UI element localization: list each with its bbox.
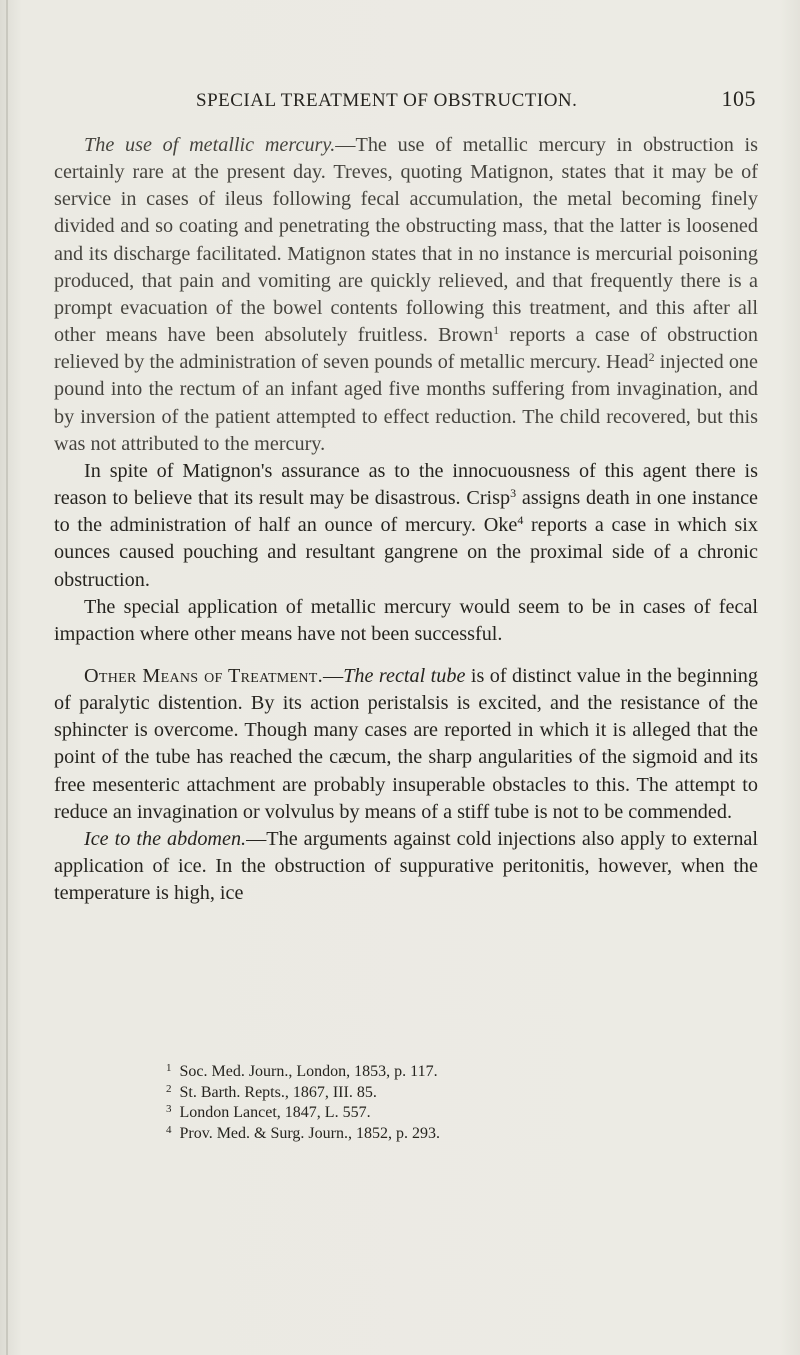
paragraph-disastrous-results: In spite of Matignon's assurance as to the innocuousness of this agent there is reason to believe that its result may be disastrous. Crisp$^3$ assigns death in one instance to the administration of half an ounce of mercury. Oke$^4$ reports a case in which six ounces caused pouching and resultant gangrene on the proximal side of a chronic obstruction. [54, 459, 758, 591]
footnote-ref-1: 1 [493, 323, 500, 338]
footnote-ref-3: 3 [510, 486, 517, 501]
page-body [54, 132, 758, 907]
page-gutter [6, 0, 8, 1355]
paragraph-other-means: Other Means of Treatment.—The rectal tube is of distinct value in the beginning of paralytic distention. By its action peristalsis is excited, and the resistance of the sphincter is overcome. Though many cases are reported in which it is alleged that the point of the tube has reached the cæcum, the sharp angularities of the sigmoid and its free mesenteric attachment are probably insuperable obstacles to this. The attempt to reduce an invagination or volvulus by means of a stiff tube is not to be commended. [54, 664, 758, 823]
footnote-ref-2: 2 [648, 350, 655, 365]
paragraph-special-application: The special application of metallic mercury would seem to be in cases of fecal impaction where other means have not been successful. [54, 595, 758, 645]
header-title: SPECIAL TREATMENT OF OBSTRUCTION. [196, 90, 578, 111]
footnote: $^3$ London Lancet, 1847, L. 557. [166, 1103, 371, 1121]
heading-rectal-tube: The rectal tube [343, 664, 466, 687]
footnote: $^2$ St. Barth. Repts., 1867, III. 85. [166, 1082, 377, 1101]
running-header [196, 86, 756, 116]
heading-ice-abdomen: Ice to the abdomen. [84, 827, 247, 850]
footnote: $^1$ Soc. Med. Journ., London, 1853, p. 117. [166, 1062, 438, 1080]
page-number: 105 [721, 86, 756, 111]
paragraph-ice-abdomen: Ice to the abdomen.—The arguments against cold injections also apply to external application of ice. In the obstruction of suppurative peritonitis, however, when the temperature is high, ice [54, 827, 758, 905]
footnote: $^4$ Prov. Med. & Surg. Journ., 1852, p. 293. [166, 1123, 440, 1142]
heading-metallic-mercury: The use of metallic mercury. [84, 134, 336, 156]
footnote-ref-4: 4 [517, 513, 524, 528]
paragraph-metallic-mercury: The use of metallic mercury.—The use of metallic mercury in obstruction is certainly rare at the present day. Treves, quoting Matignon, states that it may be of service in cases of ileus following fecal accumulation, the metal becoming finely divided and so coating and penetrating the obstructing mass, that the latter is loosened and its discharge facilitated. Matignon states that in no instance is mercurial poisoning produced, that pain and vomiting are quickly relieved, and that frequently there is a prompt evacuation of the bowel contents following this treatment, and this after all other means have been absolutely fruitless. Brown$^1$ reports a case of obstruction relieved by the administration of seven pounds of metallic mercury. Head$^2$ injected one pound into the rectum of an infant aged five months suffering from invagination, and by inversion of the patient attempted to effect reduction. The child recovered, but this was not attributed to the mercury. [54, 134, 758, 455]
footnotes [166, 1062, 726, 1144]
section-heading-other-means: Other Means of Treatment. [84, 664, 323, 687]
